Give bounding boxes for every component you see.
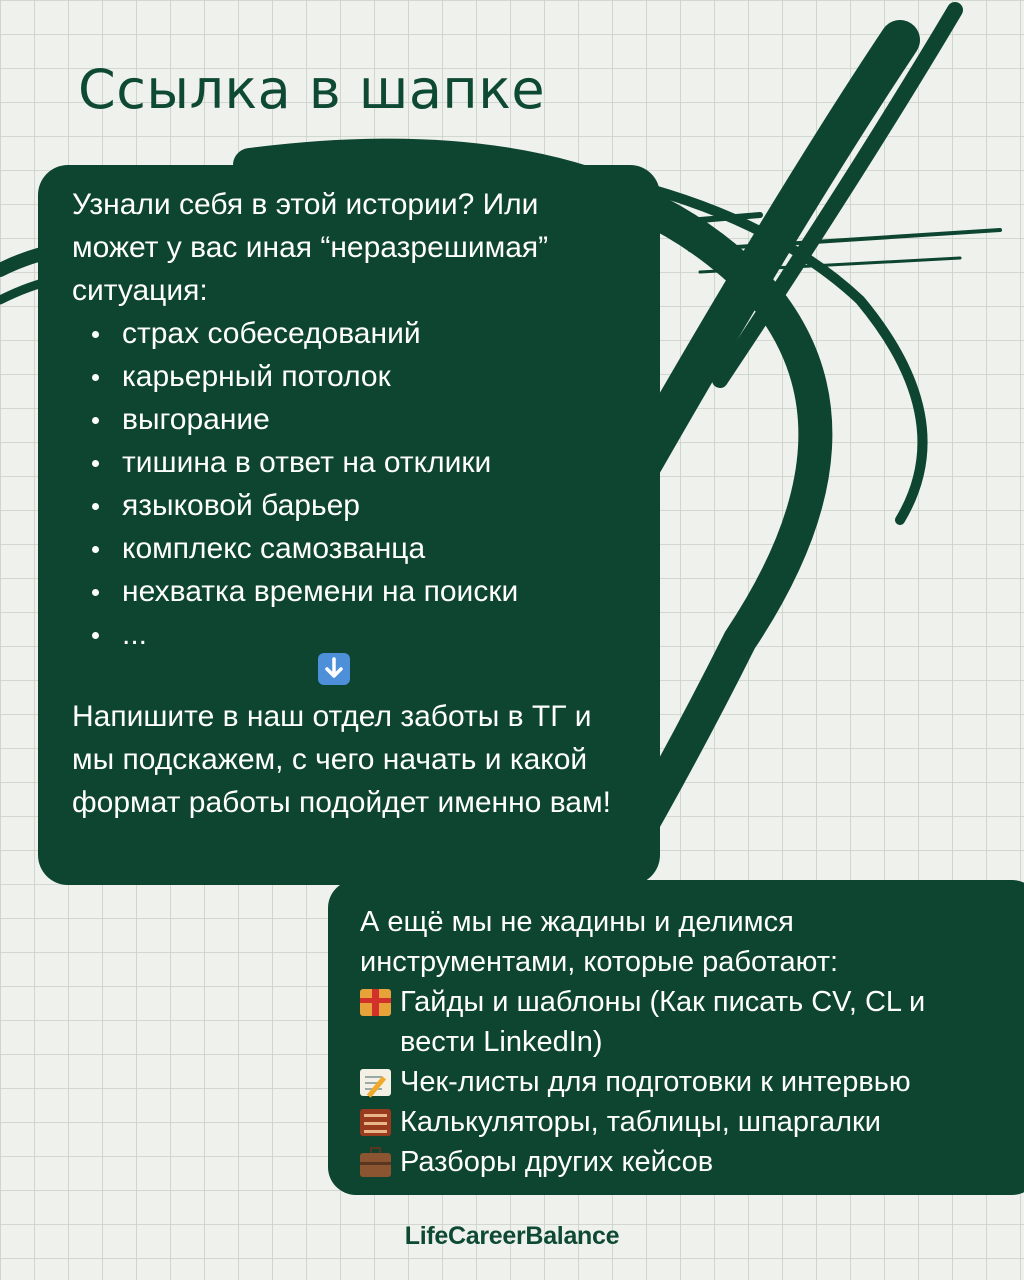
- briefcase-icon: [360, 1153, 391, 1177]
- brand-logo: LifeCareerBalance: [404, 1222, 620, 1250]
- list-item: тишина в ответ на отклики: [72, 441, 626, 484]
- down-arrow-icon: [318, 653, 350, 685]
- intro-text: Узнали себя в этой истории? Или может у вас иная “неразрешимая” ситуация:: [72, 188, 549, 307]
- list-item: нехватка времени на поиски: [72, 570, 626, 613]
- tool-item-label: Калькуляторы, таблицы, шпаргалки: [400, 1106, 881, 1138]
- memo-icon: [360, 1069, 391, 1096]
- list-item: ...: [72, 613, 626, 656]
- tool-item: [360, 1142, 1008, 1182]
- problem-list: [72, 312, 626, 656]
- tool-item-label: Чек-листы для подготовки к интервью: [400, 1066, 911, 1098]
- tool-item: [360, 982, 1008, 1062]
- list-item: страх собеседований: [72, 312, 626, 355]
- tool-item-label: Гайды и шаблоны (Как писать CV, CL и вести LinkedIn): [400, 986, 926, 1058]
- tool-item: [360, 1102, 1008, 1142]
- tool-item-label: Разборы других кейсов: [400, 1146, 714, 1178]
- info-card: [38, 165, 660, 885]
- list-item: комплекс самозванца: [72, 527, 626, 570]
- tools-card: [328, 880, 1024, 1195]
- list-item: выгорание: [72, 398, 626, 441]
- list-item: карьерный потолок: [72, 355, 626, 398]
- gift-icon: [360, 989, 391, 1016]
- abacus-icon: [360, 1109, 391, 1136]
- tool-item: [360, 1062, 1008, 1102]
- cta-text: Напишите в наш отдел заботы в ТГ и мы подскажем, с чего начать и какой формат работы подойдет именно вам!: [72, 700, 611, 819]
- page-title: Ссылка в шапке: [78, 58, 546, 121]
- list-item: языковой барьер: [72, 484, 626, 527]
- tools-intro-text: А ещё мы не жадины и делимся инструментами, которые работают:: [360, 906, 839, 978]
